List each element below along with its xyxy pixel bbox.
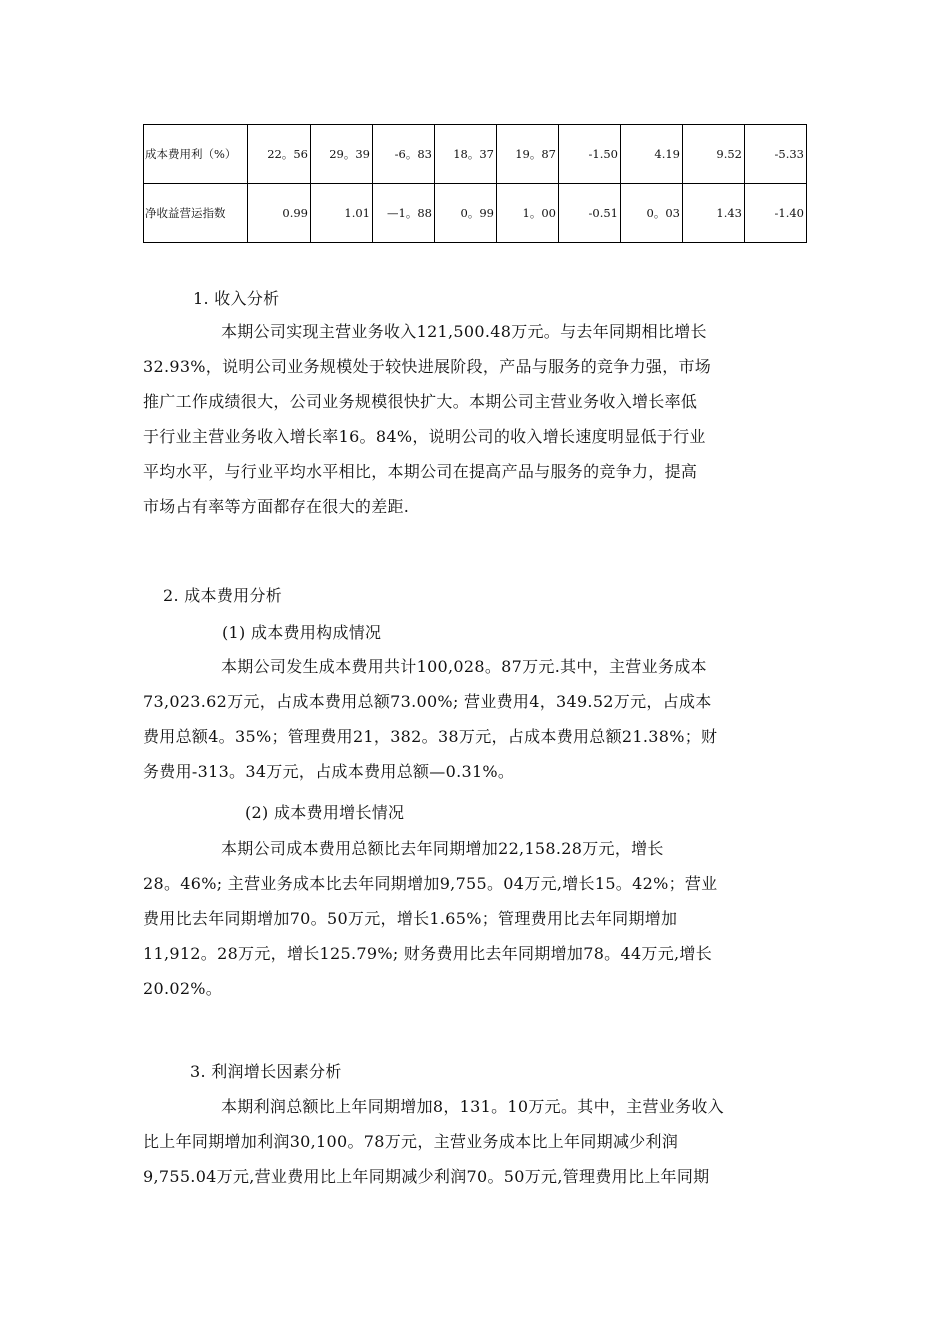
paragraph-line: 28。46%; 主营业务成本比去年同期增加9,755。04万元,增长15。42%；营业 [143, 874, 718, 893]
paragraph-line: 本期利润总额比上年同期增加8，131。10万元。其中，主营业务收入 [221, 1097, 724, 1116]
table-row [144, 125, 807, 184]
financial-indicator-table [143, 124, 807, 243]
table-cell: -6。83 [373, 125, 435, 184]
paragraph-line: 务费用-313。34万元，占成本费用总额—0.31%。 [143, 762, 515, 781]
table-cell: 18。37 [435, 125, 497, 184]
table-cell: 1.43 [683, 184, 745, 243]
paragraph-line: 推广工作成绩很大，公司业务规模很快扩大。本期公司主营业务收入增长率低 [143, 392, 698, 411]
table-cell: —1。88 [373, 184, 435, 243]
paragraph-line: 费用总额4。35%；管理费用21，382。38万元，占成本费用总额21.38%；财 [143, 727, 718, 746]
table-cell: 1。00 [497, 184, 559, 243]
paragraph-line: 费用比去年同期增加70。50万元，增长1.65%；管理费用比去年同期增加 [143, 909, 678, 928]
table-row [144, 184, 807, 243]
table-cell: 19。87 [497, 125, 559, 184]
table-cell: 0。99 [435, 184, 497, 243]
paragraph-line: 市场占有率等方面都存在很大的差距. [143, 497, 410, 516]
paragraph-line: 73,023.62万元，占成本费用总额73.00%; 营业费用4，349.52万元，占成本 [143, 692, 712, 711]
paragraph-line: 本期公司成本费用总额比去年同期增加22,158.28万元，增长 [221, 839, 664, 858]
row-label: 成本费用利（%） [144, 125, 248, 184]
table-cell: 22。56 [248, 125, 311, 184]
paragraph-line: 平均水平，与行业平均水平相比，本期公司在提高产品与服务的竞争力，提高 [143, 462, 698, 481]
row-label: 净收益营运指数 [144, 184, 248, 243]
table-cell: 9.52 [683, 125, 745, 184]
paragraph-line: 比上年同期增加利润30,100。78万元，主营业务成本比上年同期减少利润 [143, 1132, 679, 1151]
paragraph-line: 于行业主营业务收入增长率16。84%，说明公司的收入增长速度明显低于行业 [143, 427, 706, 446]
table-cell: 1.01 [311, 184, 373, 243]
table-cell: 0。03 [621, 184, 683, 243]
section-heading: 1. 收入分析 [193, 289, 280, 308]
paragraph-line: 本期公司发生成本费用共计100,028。87万元.其中，主营业务成本 [221, 657, 707, 676]
section-heading: 2. 成本费用分析 [163, 586, 283, 605]
table-cell: -5.33 [745, 125, 807, 184]
table-cell: 0.99 [248, 184, 311, 243]
table-cell: -1.50 [559, 125, 621, 184]
paragraph-line: 9,755.04万元,营业费用比上年同期减少利润70。50万元,管理费用比上年同期 [143, 1167, 710, 1186]
subsection-heading: (2) 成本费用增长情况 [245, 803, 405, 822]
table-cell: -1.40 [745, 184, 807, 243]
table-cell: 29。39 [311, 125, 373, 184]
paragraph-line: 本期公司实现主营业务收入121,500.48万元。与去年同期相比增长 [221, 322, 707, 341]
section-heading: 3. 利润增长因素分析 [190, 1062, 342, 1081]
paragraph-line: 20.02%。 [143, 979, 223, 998]
subsection-heading: (1) 成本费用构成情况 [222, 623, 382, 642]
table-cell: 4.19 [621, 125, 683, 184]
table-cell: -0.51 [559, 184, 621, 243]
paragraph-line: 32.93%，说明公司业务规模处于较快进展阶段，产品与服务的竞争力强，市场 [143, 357, 712, 376]
paragraph-line: 11,912。28万元，增长125.79%; 财务费用比去年同期增加78。44万元,增长 [143, 944, 713, 963]
